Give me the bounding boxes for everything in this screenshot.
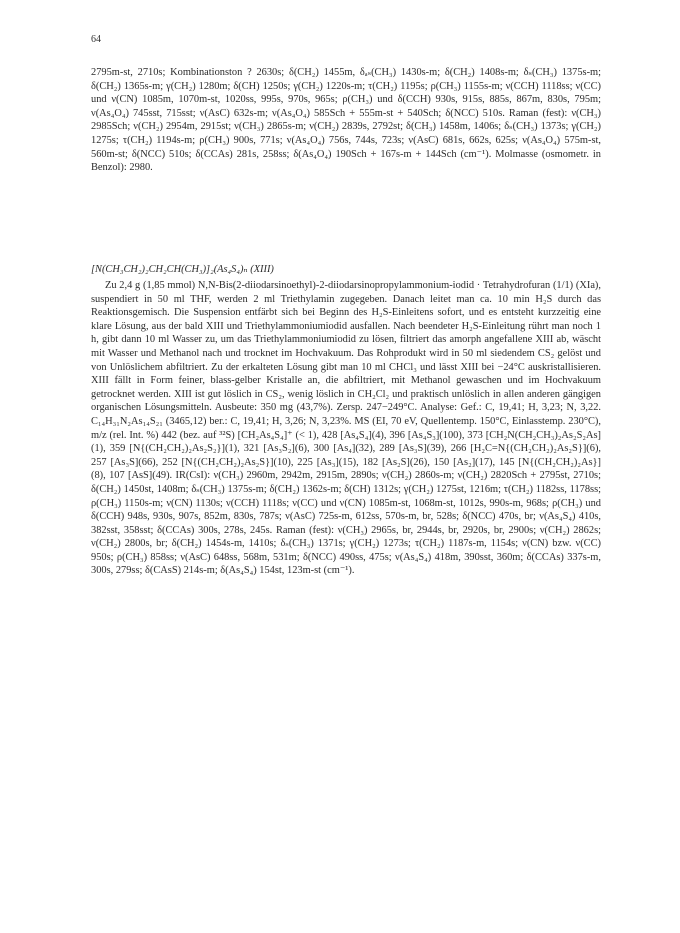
spectra-continued-paragraph: 2795m-st, 2710s; Kombinationston ? 2630s; δ(CH₂) 1455m, δₐₛ(CH₃) 1430s-m; δ(CH₂) 1408s-m; δₛ(CH₃) 1375s-m; δ(CH₂) 1365s-m; γ(CH₂) 1280m; δ(CH) 1250s; γ(CH₂) 1220s-m; τ(CH₂) 1195s; ρ(CH₃) 1155s-m; ν(CCH) 1118ss; ν(CC) und ν(CN) 1085m, 1070m-st, 1020ss, 995s, 970s, 965s; ρ(CH₃) und δ(CCH) 930s, 915s, 885s, 867m, 830s, 795m; ν(As₄O₄) 745sst, 715sst; ν(AsC) 632s-m; ν(As₄O₄) 585Sch + 555m-st + 540Sch; δ(NCC) 510s. Raman (fest): ν(CH₃) 2985Sch; ν(CH₂) 2954m, 2915st; ν(CH₃) 2865s-m; ν(CH₂) 2839s, 2792st; δ(CH₃) 1458m, 1406s; δₛ(CH₃) 1373s; γ(CH₂) 1275s; τ(CH₂) 1194s-m; ρ(CH₃) 900s, 771s; ν(As₄O₄) 756s, 744s, 723s; ν(AsC) 681s, 662s, 625s; ν(As₄O₄) 575m-st, 560m-st; δ(NCC) 510s; δ(CCAs) 281s, 258ss; δ(As₄O₄) 190Sch + 167s-m + 144Sch (cm⁻¹). Molmasse (osmometr. in Benzol): 2980.	[91, 67, 601, 174]
compound-procedure-paragraph: Zu 2,4 g (1,85 mmol) N,N-Bis(2-diiodarsinoethyl)-2-diiodarsinopropylammonium-iodid · Tetrahydrofuran (1/1) (XIa), suspendiert in 50 ml THF, werden 2 ml Triethylamin zugegeben. Danach leitet man ca. 10 min H₂S durch das Reaktionsgemisch. Die Suspension entfärbt sich bei Beginn des H₂S-Einleitens sofort, und es entsteht kurzzeitig eine klare Lösung, aus der bald XIII und Triethylammoniumiodid ausfallen. Nach beendeter H₂S-Einleitung rührt man noch 1 h, gibt dann 10 ml Wasser zu, um das Triethylammoniumiodid zu lösen, filtriert das amorph angefallene XIII ab, wäscht mit Wasser und Methanol nach und trocknet im Hochvakuum. Das Rohprodukt wird in 50 ml siedendem CS₂ gelöst und von Unlöslichem abfiltriert. Zu der erkalteten Lösung gibt man 10 ml CHCl₃ und lässt XIII bei −24°C auskristallisieren. XIII fällt in Form feiner, blass-gelber Kristalle an, die abfiltriert, mit Methanol gewaschen und im Hochvakuum getrocknet werden. XIII ist gut löslich in CS₂, wenig löslich in CH₂Cl₂ und praktisch unlöslich in allen anderen gängigen organischen Lösungsmitteln. Ausbeute: 350 mg (43,7%). Zersp. 247−249°C. Analyse: Gef.: C, 19,41; H, 3,23; N, 3,22. C₁₄H₃₁N₂As₁₄S₂₁ (3465,12) ber.: C, 19,41; H, 3,26; N, 3,23%. MS (EI, 70 eV, Quellentemp. 150°C, Einlasstemp. 230°C), m/z (rel. Int. %) 442 (bez. auf ³²S) [CH₂As₄S₄]⁺ (< 1), 428 [As₄S₄](4), 396 [As₄S₃](100), 373 [CH₂N(CH₂CH₃)₂As₂S₂As](1), 359 [N{(CH₂CH₂)₂As₂S₂}](1), 321 [As₃S₂](6), 300 [As₄](32), 289 [As₃S](39), 266 [H₂C=N{(CH₂CH₂)₂As₂S}](6), 257 [As₃S](66), 252 [N{(CH₂CH₂)₂As₂S}](10), 225 [As₃](15), 182 [As₂S](26), 150 [As₂](17), 145 [N{(CH₂CH₂)₂As}](8), 107 [AsS](49). IR(CsI): ν(CH₃) 2960m, 2942m, 2915m, 2890s; ν(CH₂) 2860s-m; ν(CH₂) 2820Sch + 2795st, 2710s; δ(CH₂) 1450st, 1408m; δₛ(CH₃) 1375s-m; δ(CH₂) 1362s-m; δ(CH) 1312s; γ(CH₂) 1275st, 1216m; τ(CH₂) 1182ss, 1178ss; ρ(CH₃) 1150s-m; ν(CN) 1130s; ν(CCH) 1118s; ν(CC) und ν(CN) 1085m-st, 1068m-st, 1012s, 990s-m, 968s; ρ(CH₃) und δ(CCH) 948s, 930s, 907s, 852m, 830s, 787s; ν(AsC) 725s-m, 612ss, 570s-m, br, 528s; δ(NCC) 470s, br; ν(As₄S₄) 410s, 382sst, 358sst; δ(CCAs) 300s, 278s, 245s. Raman (fest): ν(CH₃) 2965s, br, 2944s, br, 2920s, br, 2900s; ν(CH₂) 2862s; ν(CH₂) 2800s, br; δ(CH₂) 1454s-m, 1410s; δₛ(CH₃) 1371s; γ(CH₂) 1273s; τ(CH₂) 1187s-m, 1154s; ν(CN) bzw. ν(CC) 950s; ρ(CH₃) 858ss; ν(AsC) 648ss, 568m, 531m; δ(NCC) 490ss, 475s; ν(As₄S₄) 418m, 390sst, 360m; δ(CCAs) 337s-m, 300s, 279ss; δ(CAsS) 214s-m; δ(As₄S₄) 154st, 123m-st (cm⁻¹).	[91, 280, 601, 577]
page-number: 64	[91, 34, 101, 45]
compound-heading: [N(CH₃CH₂)₂CH₂CH(CH₃)]₂(As₄S₄)ₙ (XIII)	[91, 264, 274, 275]
